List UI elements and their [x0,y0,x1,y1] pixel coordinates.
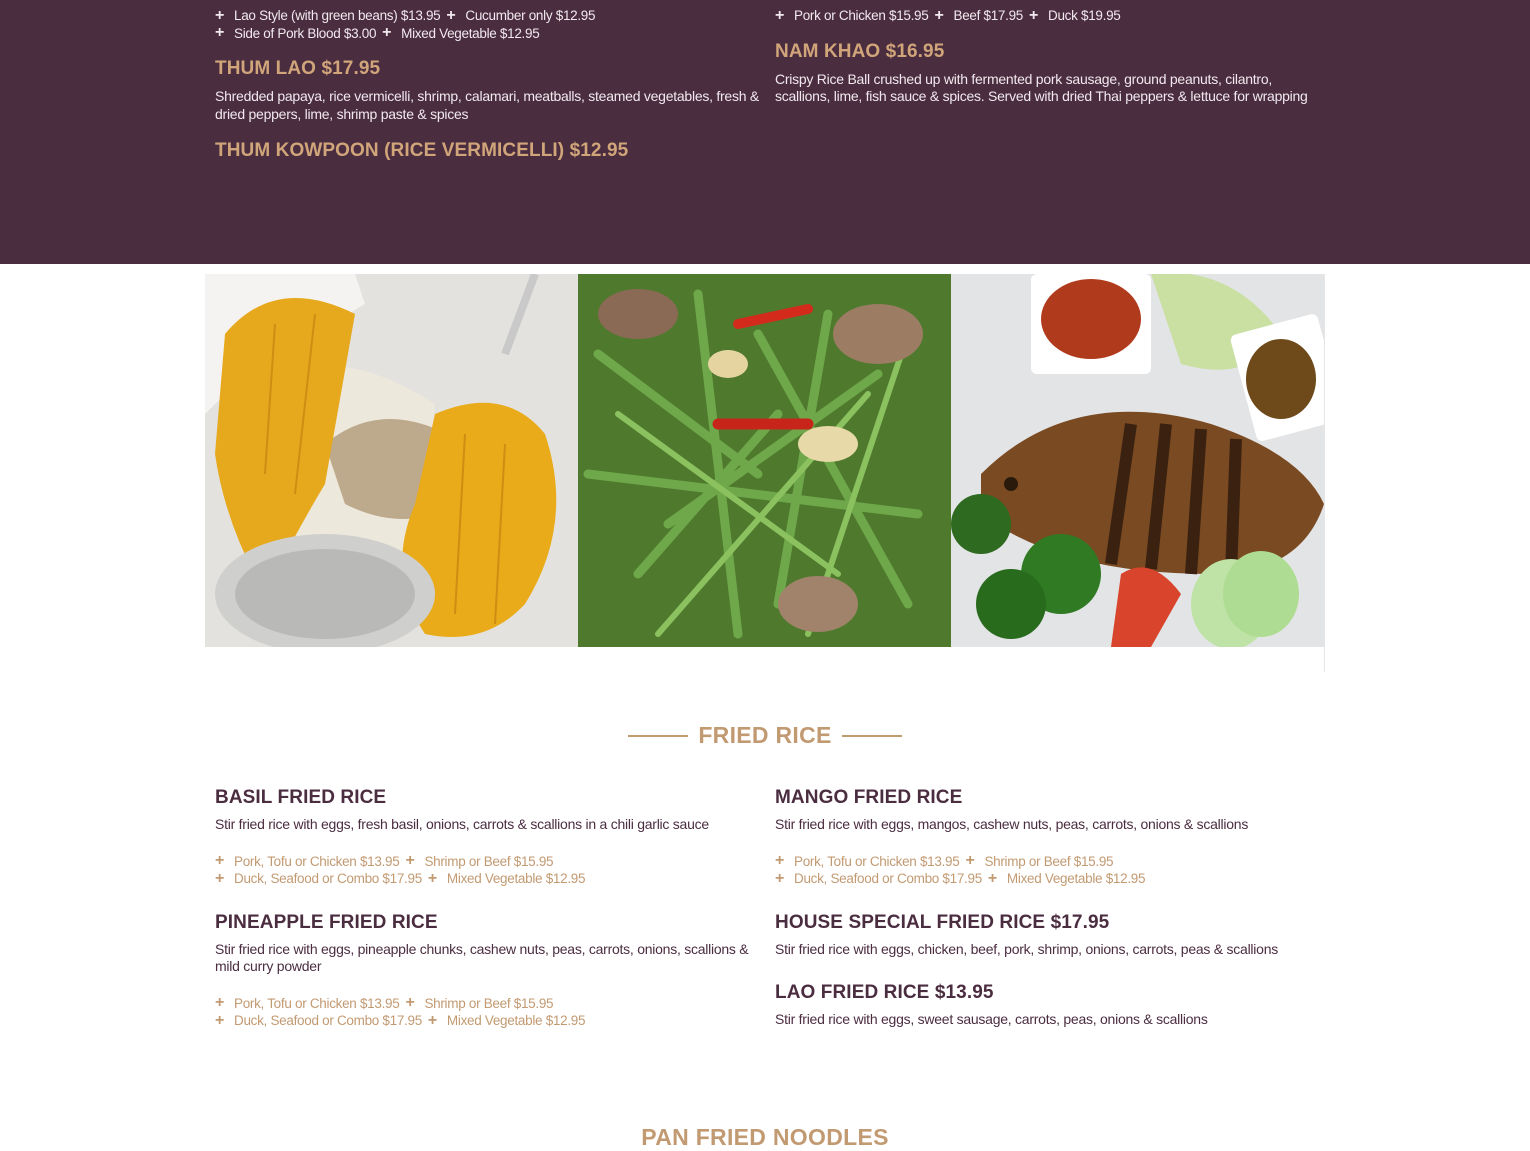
plus-icon: + [215,24,225,42]
option-label: Mixed Vegetable $12.95 [1006,871,1146,887]
section-heading-pan-fried-noodles: PAN FRIED NOODLES [641,1124,889,1150]
plus-icon: + [1029,6,1039,24]
option-label: Beef $17.95 [953,8,1023,24]
menu-item-title: THUM KOWPOON (RICE VERMICELLI) $12.95 [215,140,629,161]
menu-item-description: Stir fried rice with eggs, fresh basil, onions, carrots & scallions in a chili garlic sauce [215,816,709,832]
option-row [215,25,760,43]
option-label: Mixed Vegetable $12.95 [401,25,540,41]
option-row [215,853,760,871]
plus-icon: + [215,1011,225,1029]
option-label: Shrimp or Beef $15.95 [424,995,554,1011]
option-row [775,870,1320,888]
plus-icon: + [215,869,225,887]
plus-icon: + [405,852,415,870]
menu-item-title: MANGO FRIED RICE [775,787,963,808]
menu-item-description: Stir fried rice with eggs, chicken, beef, pork, shrimp, onions, carrots, peas & scallions [775,940,1278,957]
plus-icon: + [405,994,415,1012]
menu-option [215,853,399,869]
menu-item-title: PINEAPPLE FRIED RICE [215,911,438,933]
fried-fish-photo[interactable] [951,274,1324,647]
heading-rule-right [842,735,902,737]
option-row [775,853,1320,871]
menu-item-description: Crispy Rice Ball crushed up with fermented pork sausage, ground peanuts, cilantro, scallions, lime, fish sauce & spices. Served with dried Thai peppers & lettuce for wrapping [775,70,1308,104]
menu-item-title: HOUSE SPECIAL FRIED RICE $17.95 [775,911,1110,933]
photo-gallery [205,274,1325,647]
option-label: Duck, Seafood or Combo $17.95 [234,1013,422,1029]
menu-item-description: Stir fried rice with eggs, sweet sausage, carrots, peas, onions & scallions [775,1011,1208,1027]
plus-icon: + [934,6,944,24]
menu-column-right [775,787,1320,1029]
menu-column-right-dark [775,7,1320,106]
option-list [775,853,1320,888]
menu-option [775,8,928,24]
plus-icon: + [965,852,975,870]
plus-icon: + [987,869,997,887]
mango-sticky-rice-photo[interactable] [205,274,578,647]
menu-option [428,871,585,887]
menu-item-title: NAM KHAO $16.95 [775,40,945,62]
section-heading-fried-rice [0,722,1530,749]
option-label: Mixed Vegetable $12.95 [446,871,586,887]
menu-option [405,995,553,1011]
plus-icon: + [215,852,225,870]
menu-option [215,1013,422,1029]
option-label: Pork, Tofu or Chicken $13.95 [234,995,400,1011]
option-list [215,7,760,42]
option-label: Mixed Vegetable $12.95 [446,1013,586,1029]
menu-option [988,871,1145,887]
menu-option [1029,8,1121,24]
menu-item-title: THUM LAO $17.95 [215,58,381,79]
plus-icon: + [775,869,785,887]
menu-item-title: BASIL FRIED RICE [215,787,387,808]
stir-fried-greens-photo[interactable] [578,274,951,647]
option-row [775,7,1320,25]
option-label: Pork or Chicken $15.95 [794,8,929,24]
plus-icon: + [427,869,437,887]
menu-option [446,8,595,24]
plus-icon: + [427,1011,437,1029]
menu-option [215,871,422,887]
option-label: Pork, Tofu or Chicken $13.95 [794,853,960,869]
option-row [215,1012,760,1030]
option-label: Duck, Seafood or Combo $17.95 [234,871,422,887]
menu-option [215,995,399,1011]
option-row [215,7,760,25]
option-row [215,995,760,1013]
menu-option [215,25,376,41]
option-list [215,995,760,1030]
menu-option [428,1013,585,1029]
plus-icon: + [382,24,392,42]
menu-item-description: Stir fried rice with eggs, mangos, cashew nuts, peas, carrots, onions & scallions [775,816,1249,832]
menu-item-description: Stir fried rice with eggs, pineapple chunks, cashew nuts, peas, carrots, onions, scallions & mild curry powder [215,940,749,974]
plus-icon: + [215,994,225,1012]
plus-icon: + [215,6,225,24]
menu-item-title: LAO FRIED RICE $13.95 [775,982,994,1003]
option-label: Shrimp or Beef $15.95 [984,853,1114,869]
option-list [775,7,1320,25]
menu-option [215,8,440,24]
option-list [215,853,760,888]
option-label: Side of Pork Blood $3.00 [234,25,377,41]
option-label: Duck $19.95 [1048,8,1121,24]
option-label: Pork, Tofu or Chicken $13.95 [234,853,400,869]
menu-option [382,25,539,41]
option-label: Duck, Seafood or Combo $17.95 [794,871,982,887]
option-label: Shrimp or Beef $15.95 [424,853,554,869]
menu-option [775,853,959,869]
menu-option [405,853,553,869]
option-label: Cucumber only $12.95 [465,8,596,24]
section-heading-label: FRIED RICE [698,722,832,748]
menu-item-description: Shredded papaya, rice vermicelli, shrimp, calamari, meatballs, steamed vegetables, fresh & dried peppers, lime, shrimp paste & spices [215,88,759,122]
menu-column-left-dark [215,7,760,162]
option-label: Lao Style (with green beans) $13.95 [234,8,441,24]
heading-rule-left [628,735,688,737]
menu-option [965,853,1113,869]
option-row [215,870,760,888]
menu-option [775,871,982,887]
plus-icon: + [775,852,785,870]
plus-icon: + [775,6,785,24]
menu-option [934,8,1023,24]
plus-icon: + [446,6,456,24]
menu-column-left [215,787,760,1030]
gallery-edge-divider [1324,274,1325,672]
